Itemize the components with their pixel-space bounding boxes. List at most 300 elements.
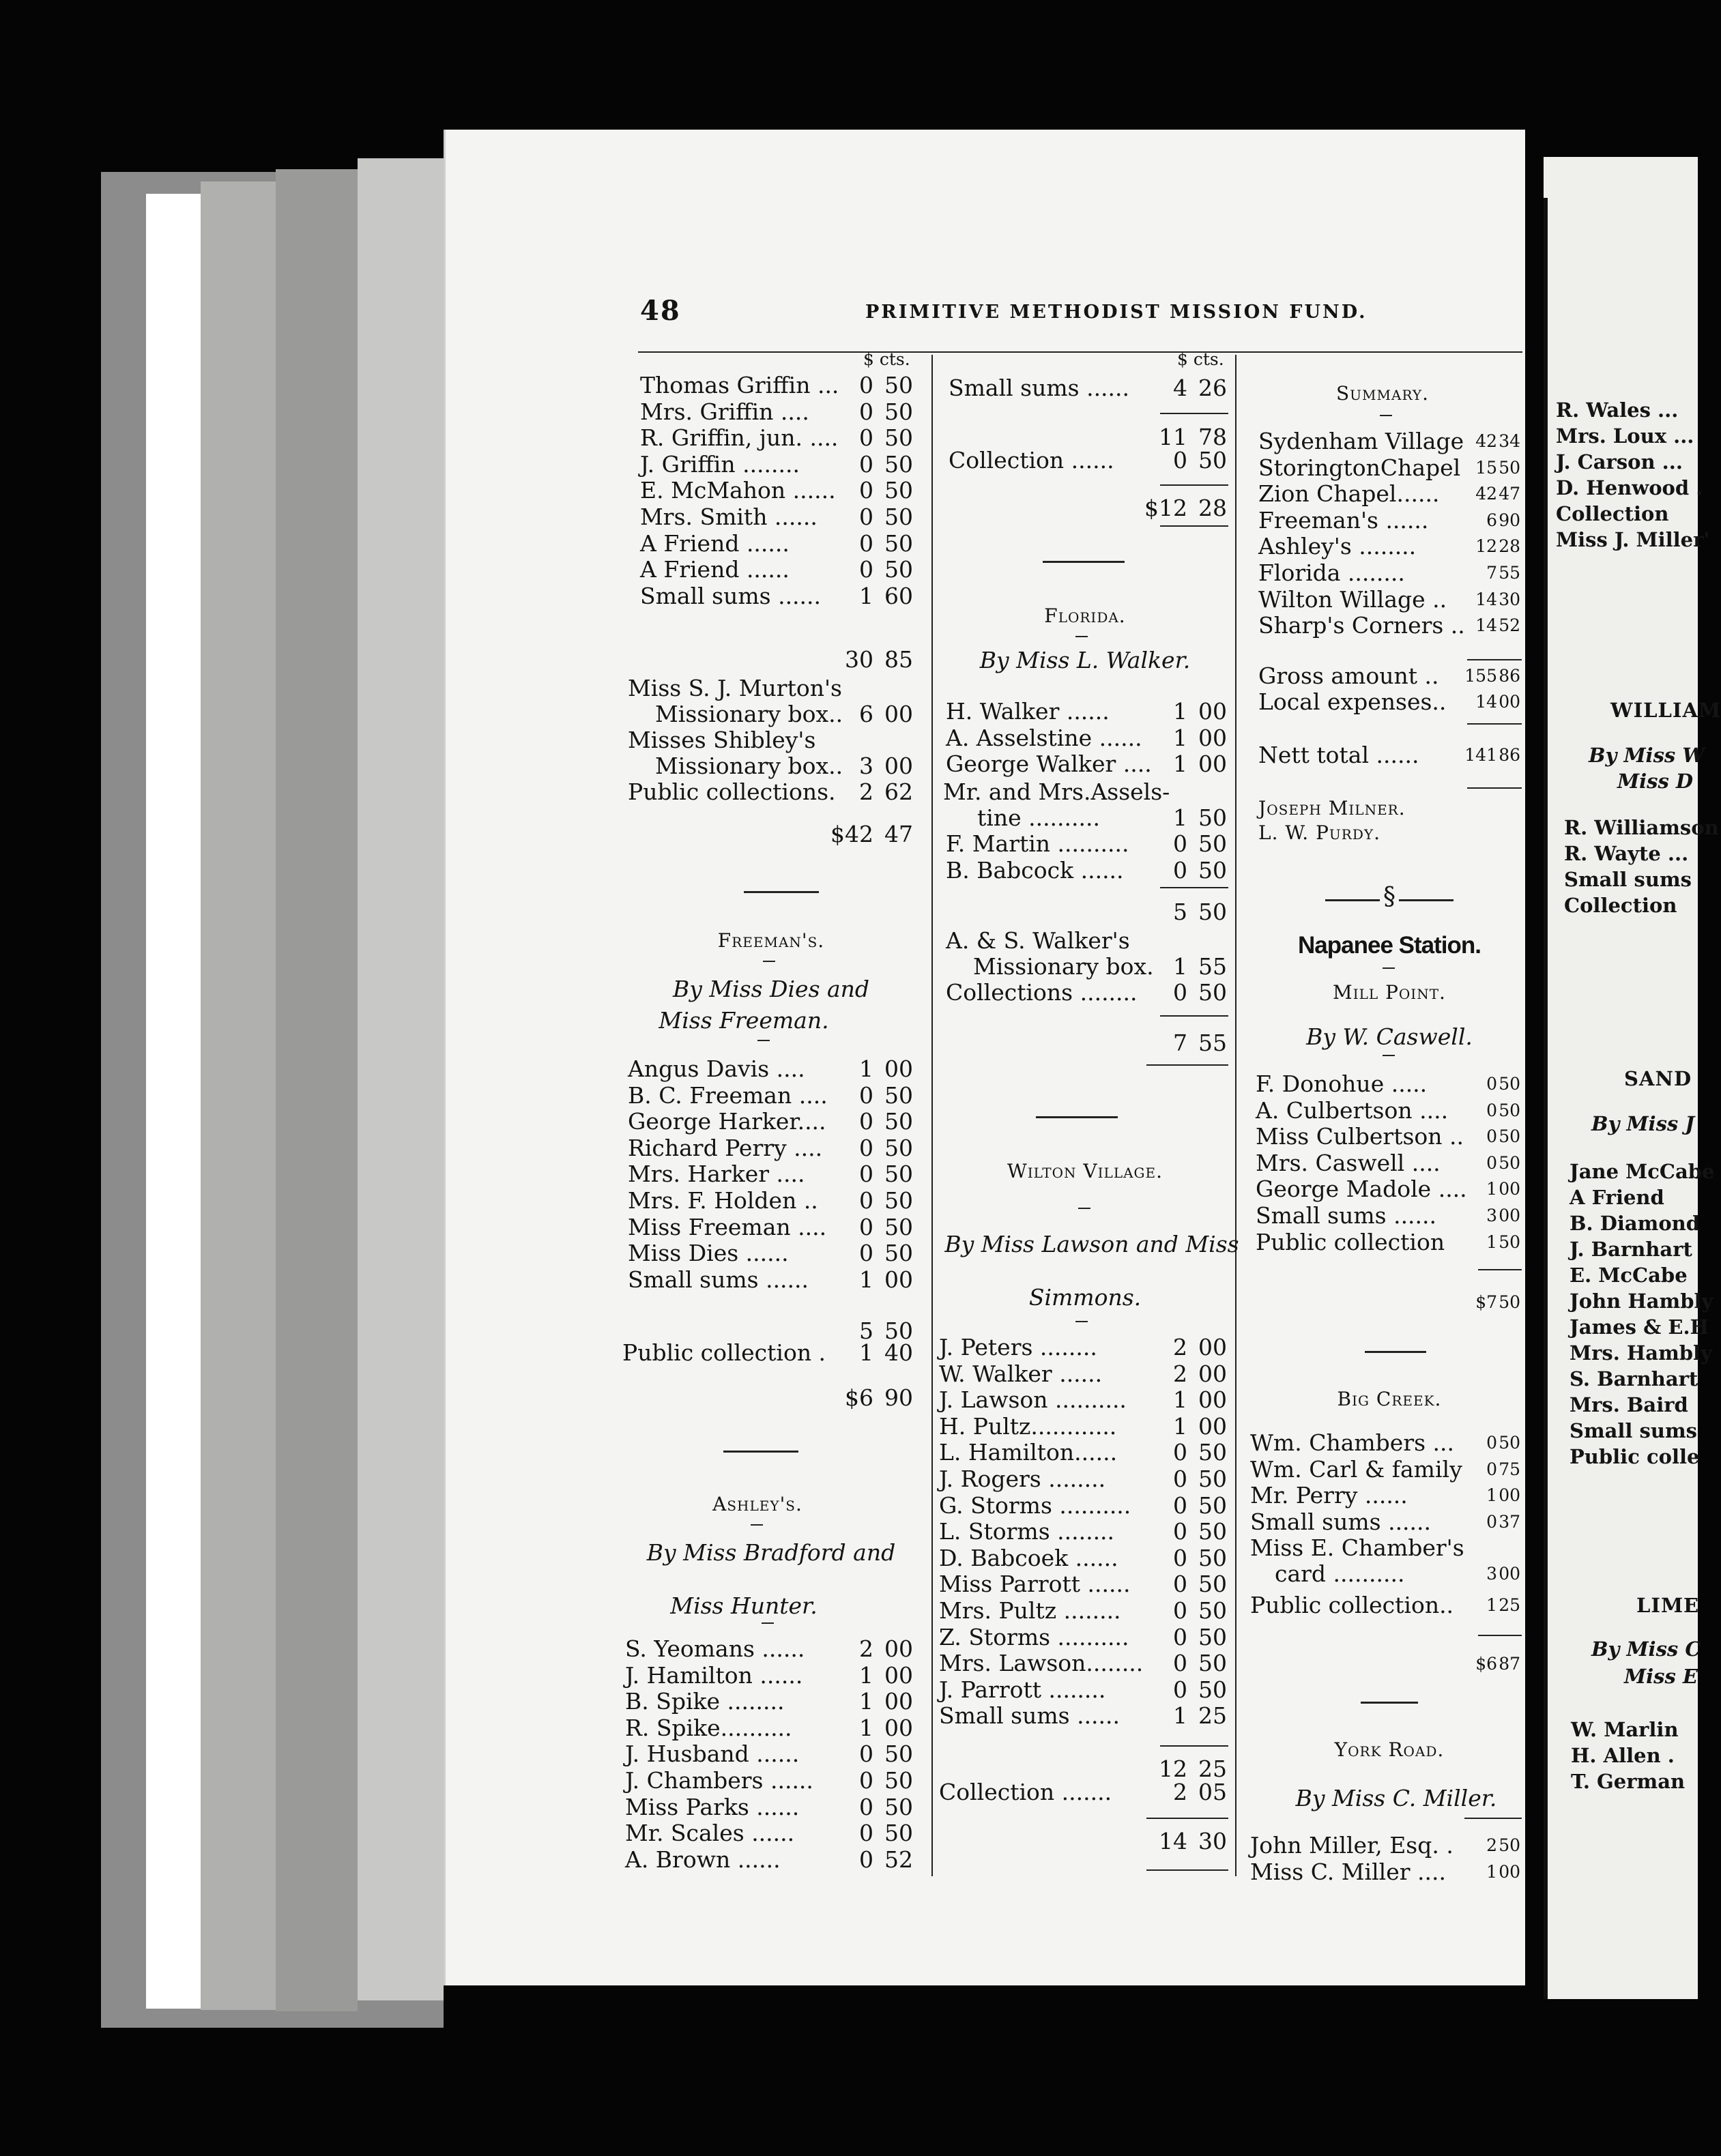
- donor-name: Wm. Chambers ...: [1250, 1429, 1454, 1456]
- donor-name: A Friend ......: [640, 529, 790, 557]
- donor-name: Miss Culbertson ..: [1256, 1123, 1464, 1150]
- donor-name: George Harker....: [628, 1108, 826, 1135]
- amount-dollars: 3: [1486, 1206, 1497, 1225]
- donor-name: J. Lawson ..........: [939, 1386, 1127, 1414]
- donor-name: Mrs. Smith ......: [640, 504, 818, 530]
- section-title: Mill Point.: [1333, 981, 1446, 1004]
- public-collections-row: Public collections. 2 62: [628, 778, 913, 805]
- donor-name: Wm. Carl & family: [1250, 1455, 1462, 1483]
- amount-cents: 50: [1499, 1232, 1520, 1252]
- amount-cents: 28: [1499, 536, 1520, 557]
- contribution-row: card .......... 3 00: [1275, 1560, 1520, 1587]
- amount-dollars: 1: [859, 582, 873, 609]
- section-divider: [1036, 1116, 1118, 1118]
- contribution-row: [628, 1056, 914, 1082]
- contribution-row: [939, 1386, 1228, 1414]
- amount-dollars: 0: [1173, 856, 1187, 884]
- contribution-row: [1246, 481, 1533, 507]
- facing-row: R. Wales ...: [1556, 398, 1679, 422]
- contribution-row: [939, 1702, 1228, 1730]
- collector-line: By Miss C. Miller.: [1295, 1785, 1497, 1811]
- currency-header: $ cts.: [863, 349, 910, 369]
- donor-name: Sydenham Village: [1258, 428, 1464, 454]
- donor-name: J. Rogers ........: [939, 1466, 1106, 1492]
- donor-name: Angus Davis ....: [628, 1055, 805, 1082]
- contribution-row: [939, 1597, 1228, 1624]
- facing-row: Small sums: [1564, 868, 1692, 891]
- section-divider: [1399, 899, 1454, 901]
- amount-dollars: 0: [859, 1793, 873, 1820]
- amount-dollars: 0: [1486, 1126, 1497, 1147]
- facing-row: J. Carson ...: [1556, 450, 1683, 474]
- contribution-row: [939, 1439, 1228, 1466]
- donor-name: A. Asselstine ......: [946, 724, 1142, 751]
- donor-name: Freeman's ......: [1258, 506, 1429, 534]
- facing-heading: SAND: [1624, 1067, 1692, 1090]
- amount-dollars: 1: [859, 1688, 873, 1715]
- collector-line: By Miss Lawson and Miss: [944, 1231, 1239, 1257]
- donor-name: B. Spike ........: [625, 1688, 785, 1715]
- amount-cents: 50: [884, 1187, 913, 1214]
- contribution-row: [625, 1688, 914, 1715]
- contribution-row: [939, 1518, 1228, 1545]
- amount-dollars: 0: [1173, 830, 1187, 857]
- amount-dollars: 1: [1486, 1485, 1497, 1506]
- public-collection-row: Public collection.. 1 25: [1250, 1592, 1520, 1618]
- section-title: York Road.: [1334, 1738, 1445, 1761]
- amount-cents: 60: [884, 582, 913, 609]
- column-rule: [931, 355, 933, 1876]
- donor-name: George Walker ....: [946, 751, 1152, 778]
- amount-cents: 00: [1499, 1206, 1520, 1225]
- section-title: Florida.: [1044, 604, 1126, 627]
- section-title: Big Creek.: [1337, 1388, 1442, 1410]
- collection-row: Collection ....... 2 05: [939, 1779, 1227, 1805]
- section-title: Summary.: [1336, 382, 1429, 405]
- contribution-row: [628, 1188, 914, 1214]
- donor-name: George Madole ....: [1256, 1176, 1467, 1203]
- donor-name: E. McMahon ......: [640, 477, 836, 504]
- amount-cents: 00: [1198, 724, 1227, 751]
- donor-name: Richard Perry ....: [628, 1134, 823, 1161]
- donor-name: F. Donohue .....: [1256, 1070, 1428, 1097]
- contribution-row: [939, 1623, 1228, 1650]
- amount-cents: 50: [884, 1820, 913, 1847]
- facing-row: John Hambly: [1570, 1290, 1713, 1313]
- amount-cents: 50: [1198, 1466, 1227, 1492]
- amount-dollars: 2: [1486, 1835, 1497, 1855]
- amount-cents: 50: [1499, 1433, 1520, 1453]
- amount-cents: 50: [884, 477, 913, 504]
- amount-dollars: 42: [1475, 431, 1497, 451]
- amount-cents: 00: [1198, 751, 1227, 778]
- box-line: Missionary box. 1 55: [973, 953, 1227, 980]
- amount-cents: 00: [884, 1688, 913, 1715]
- contribution-row: [625, 1635, 914, 1662]
- box-line: Miss S. J. Murton's: [628, 675, 842, 701]
- amount-cents: 50: [884, 1213, 913, 1240]
- amount-dollars: 0: [1173, 1650, 1187, 1677]
- contribution-row: [1246, 455, 1533, 481]
- donor-name: H. Walker ......: [946, 698, 1110, 725]
- donor-name: R. Griffin, jun. ....: [640, 424, 839, 452]
- amount-cents: 50: [884, 1134, 913, 1161]
- signature-line: L. W. Purdy.: [1258, 821, 1380, 844]
- amount-dollars: 1: [1173, 1412, 1187, 1440]
- donor-name: John Miller, Esq. .: [1250, 1832, 1454, 1859]
- box-line: A. & S. Walker's: [946, 927, 1130, 954]
- contribution-row: [1246, 428, 1533, 454]
- amount-cents: 00: [1198, 698, 1227, 725]
- page-edge-grey: [276, 169, 358, 2011]
- page-edge-white: [146, 194, 201, 2009]
- amount-dollars: 0: [859, 372, 873, 398]
- amount-dollars: 1: [1486, 1179, 1497, 1199]
- donor-name: Miss Parrott ......: [939, 1571, 1131, 1598]
- amount-dollars: 0: [1486, 1433, 1497, 1453]
- facing-collector: Miss D: [1617, 770, 1694, 793]
- amount-dollars: 0: [859, 1767, 873, 1794]
- contribution-row: [1246, 534, 1533, 559]
- amount-cents: 00: [1198, 1360, 1227, 1387]
- amount-dollars: 2: [859, 1635, 873, 1662]
- collector-line: By Miss Bradford and: [646, 1539, 896, 1566]
- contribution-row: [625, 1740, 914, 1768]
- amount-cents: 50: [1198, 1597, 1227, 1624]
- amount-cents: 50: [1499, 1152, 1520, 1173]
- amount-cents: 30: [1499, 589, 1520, 609]
- donor-name: F. Martin ..........: [946, 830, 1129, 857]
- donor-name: D. Babcoek ......: [939, 1544, 1118, 1571]
- section-divider: [1325, 899, 1380, 901]
- facing-row: James & E.H: [1570, 1315, 1709, 1339]
- amount-dollars: 0: [859, 398, 873, 425]
- amount-cents: 50: [884, 504, 913, 530]
- amount-cents: 50: [884, 1081, 913, 1109]
- donor-name: Small sums ......: [1256, 1202, 1437, 1229]
- section-divider: [723, 1451, 798, 1453]
- amount-dollars: 0: [859, 1240, 873, 1267]
- contribution-row: [942, 725, 1228, 751]
- amount-cents: 00: [1499, 1179, 1520, 1199]
- amount-cents: 25: [1198, 1702, 1227, 1730]
- amount-dollars: 0: [1173, 1491, 1187, 1519]
- amount-cents: 47: [1499, 484, 1520, 504]
- facing-row: R. Wayte ...: [1564, 842, 1689, 865]
- small-sums-row: Small sums ...... 4 26: [949, 375, 1227, 401]
- facing-row: H. Allen .: [1571, 1744, 1675, 1767]
- facing-collector: By Miss W: [1589, 744, 1705, 767]
- contribution-row: [1246, 587, 1533, 613]
- donor-name: G. Storms ..........: [939, 1491, 1131, 1519]
- amount-cents: 90: [1499, 510, 1520, 530]
- amount-dollars: 14: [1475, 589, 1497, 609]
- contribution-row: [1246, 1098, 1533, 1124]
- donor-name: Miss Freeman ....: [628, 1213, 827, 1240]
- amount-dollars: 0: [1173, 1676, 1187, 1703]
- station-title: Napanee Station.: [1298, 932, 1481, 959]
- contribution-row: [939, 1676, 1228, 1703]
- amount-cents: 50: [884, 1793, 913, 1820]
- donor-name: Ashley's ........: [1258, 533, 1417, 560]
- contribution-row: [1246, 1859, 1533, 1885]
- contribution-row: [628, 1214, 914, 1240]
- donor-name: Zion Chapel......: [1258, 480, 1440, 508]
- donor-name: A Friend ......: [640, 556, 790, 583]
- head-rule: [638, 351, 1522, 353]
- donor-name: S. Yeomans ......: [625, 1635, 805, 1662]
- contribution-row: [1246, 1071, 1533, 1097]
- donor-name: A. Brown ......: [625, 1846, 781, 1873]
- section-title: Wilton Village.: [1007, 1160, 1163, 1182]
- donor-name: Public collection: [1256, 1228, 1445, 1255]
- collector-line: By W. Caswell.: [1306, 1023, 1473, 1050]
- contribution-row: [625, 1714, 914, 1741]
- box-line: Misses Shibley's: [628, 727, 816, 753]
- donor-name: J. Hamilton ......: [625, 1661, 803, 1689]
- column-rule: [1235, 355, 1236, 1876]
- contribution-row: [625, 1793, 914, 1820]
- contribution-row: [628, 1161, 914, 1187]
- collector-line: Miss Freeman.: [659, 1007, 829, 1034]
- section-divider: [1043, 561, 1125, 563]
- amount-cents: 37: [1499, 1511, 1520, 1532]
- contribution-row: [628, 373, 914, 398]
- facing-collector: Miss E: [1624, 1665, 1698, 1688]
- donor-name: R. Spike..........: [625, 1714, 792, 1741]
- amount-cents: 50: [1499, 1074, 1520, 1094]
- contribution-row: tine .......... 1 50: [977, 804, 1227, 831]
- collection-row: Collection ...... 0 50: [949, 447, 1227, 474]
- local-expenses-row: Local expenses.. 14 00: [1258, 688, 1520, 715]
- amount-cents: 00: [884, 1714, 913, 1741]
- amount-cents: 50: [1499, 1126, 1520, 1147]
- amount-cents: 50: [884, 450, 913, 478]
- amount-cents: 50: [884, 1161, 913, 1188]
- contribution-row: [628, 399, 914, 425]
- contribution-row: [1246, 1509, 1533, 1535]
- facing-row: Miss J. Miller': [1556, 528, 1710, 551]
- donor-name: W. Walker ......: [939, 1360, 1103, 1387]
- amount-dollars: 0: [859, 1846, 873, 1873]
- amount-cents: 50: [1198, 1676, 1227, 1703]
- amount-cents: 50: [1198, 1571, 1227, 1598]
- contribution-row: [1246, 560, 1533, 586]
- donor-name: L. Hamilton......: [939, 1439, 1118, 1466]
- amount-cents: 50: [884, 1767, 913, 1794]
- contribution-row: [628, 425, 914, 451]
- contribution-row: [1246, 1124, 1533, 1150]
- donor-name: StoringtonChapel: [1258, 454, 1461, 481]
- running-title: PRIMITIVE METHODIST MISSION FUND.: [865, 302, 1368, 323]
- amount-dollars: 12: [1475, 536, 1497, 557]
- facing-heading: WILLIAM: [1610, 699, 1721, 722]
- amount-cents: 52: [884, 1846, 913, 1873]
- facing-row: A Friend: [1570, 1186, 1664, 1209]
- facing-row: Jane McCabe: [1570, 1160, 1715, 1183]
- contribution-row: [939, 1412, 1228, 1440]
- contribution-row: [939, 1571, 1228, 1598]
- amount-cents: 00: [884, 1055, 913, 1082]
- section-divider: [1365, 1351, 1426, 1353]
- donor-name: Mrs. Caswell ....: [1256, 1149, 1441, 1176]
- facing-row: Collection: [1556, 502, 1669, 525]
- facing-row: J. Barnhart: [1570, 1238, 1692, 1261]
- donor-name: Mrs. Harker ....: [628, 1161, 805, 1188]
- contribution-row: [1246, 1229, 1533, 1255]
- amount-dollars: 0: [859, 1187, 873, 1214]
- amount-dollars: 1: [1486, 1861, 1497, 1882]
- amount-dollars: 6: [1486, 510, 1497, 530]
- contribution-row: [1246, 1833, 1533, 1859]
- donor-name: Small sums ......: [628, 1266, 809, 1293]
- gross-amount-row: Gross amount .. 155 86: [1258, 662, 1520, 689]
- amount-dollars: 15: [1475, 457, 1497, 478]
- donor-name: B. Babcock ......: [946, 856, 1124, 884]
- facing-row: Mrs. Hambly: [1570, 1341, 1712, 1365]
- collector-line: Simmons.: [1028, 1284, 1142, 1311]
- facing-row: Public colle: [1570, 1445, 1700, 1468]
- amount-cents: 50: [1198, 1544, 1227, 1571]
- facing-row: B. Diamond: [1570, 1212, 1701, 1235]
- amount-dollars: 0: [859, 1213, 873, 1240]
- amount-cents: 00: [1198, 1334, 1227, 1360]
- contribution-row: [625, 1767, 914, 1794]
- amount-dollars: 0: [859, 1820, 873, 1847]
- contribution-row: [939, 1544, 1228, 1571]
- contribution-row: [942, 699, 1228, 725]
- contribution-row: [628, 1109, 914, 1135]
- facing-row: W. Marlin: [1571, 1718, 1679, 1741]
- facing-row: R. Williamson: [1564, 816, 1719, 839]
- amount-dollars: 0: [1173, 1518, 1187, 1545]
- amount-cents: 50: [884, 398, 913, 425]
- amount-cents: 50: [1499, 1100, 1520, 1120]
- amount-dollars: 0: [859, 450, 873, 478]
- contribution-row: [628, 583, 914, 609]
- page-number: 48: [640, 295, 681, 327]
- amount-cents: 00: [884, 1661, 913, 1689]
- amount-cents: 50: [1499, 1835, 1520, 1855]
- donor-name: Mr. Perry ......: [1250, 1482, 1408, 1509]
- contribution-row: [625, 1820, 914, 1847]
- contribution-row: [628, 557, 914, 583]
- donor-name: Wilton Willage ..: [1258, 585, 1447, 613]
- amount-cents: 55: [1499, 563, 1520, 583]
- amount-dollars: 0: [1173, 1439, 1187, 1466]
- contribution-row: [939, 1360, 1228, 1387]
- section-title: Freeman's.: [717, 929, 825, 952]
- donor-name: J. Chambers ......: [625, 1767, 813, 1794]
- amount-cents: 50: [884, 1108, 913, 1135]
- donor-name: J. Husband ......: [625, 1740, 800, 1768]
- amount-dollars: 0: [859, 504, 873, 530]
- amount-dollars: 1: [1173, 724, 1187, 751]
- page-edge-grey: [201, 181, 276, 2010]
- donor-name: Mrs. F. Holden ..: [628, 1187, 818, 1214]
- donor-name: B. C. Freeman ....: [628, 1081, 828, 1109]
- amount-dollars: 0: [859, 1134, 873, 1161]
- amount-dollars: 1: [1486, 1232, 1497, 1252]
- donor-name: Mrs. Lawson........: [939, 1650, 1144, 1677]
- facing-row: E. McCabe: [1570, 1264, 1688, 1287]
- facing-row: S. Barnhart: [1570, 1367, 1698, 1390]
- amount-cents: 00: [884, 1266, 913, 1293]
- amount-cents: 50: [884, 1740, 913, 1768]
- amount-dollars: 1: [1173, 1386, 1187, 1414]
- collector-line: By Miss Dies and: [672, 976, 870, 1002]
- box-line: Missionary box..: [655, 701, 843, 727]
- contribution-row: [1246, 1483, 1533, 1509]
- section-title: Ashley's.: [712, 1493, 802, 1515]
- contribution-row: [942, 858, 1228, 884]
- collector-line: Miss Hunter.: [670, 1592, 818, 1619]
- amount-cents: 50: [884, 529, 913, 557]
- contribution-row: [942, 751, 1228, 777]
- contribution-row: [628, 1267, 914, 1293]
- amount-dollars: 0: [1173, 1597, 1187, 1624]
- amount-cents: 00: [1198, 1386, 1227, 1414]
- signature-line: Joseph Milner.: [1258, 797, 1406, 819]
- page-edge-light: [358, 158, 444, 2000]
- facing-row: Collection: [1564, 894, 1677, 917]
- contribution-row: [628, 504, 914, 530]
- contribution-row: [628, 478, 914, 504]
- contribution-row: [628, 1083, 914, 1109]
- amount-cents: 00: [1499, 1861, 1520, 1882]
- donor-name: Small sums ......: [1250, 1508, 1432, 1535]
- amount-dollars: 1: [859, 1266, 873, 1293]
- amount-cents: 52: [1499, 615, 1520, 636]
- amount-dollars: 0: [1486, 1459, 1497, 1479]
- contribution-row: [628, 531, 914, 557]
- amount-cents: 34: [1499, 431, 1520, 451]
- amount-cents: 00: [1198, 1412, 1227, 1440]
- facing-collector: By Miss C: [1591, 1637, 1701, 1661]
- collector-line: By Miss L. Walker.: [979, 647, 1191, 673]
- box-line: Missionary box..: [655, 753, 843, 779]
- contribution-row: Miss E. Chamber's: [1250, 1534, 1464, 1561]
- amount-dollars: 14: [1475, 615, 1497, 636]
- donor-name: J. Griffin ........: [640, 450, 800, 478]
- contribution-row: [628, 452, 914, 478]
- contribution-row: [939, 1650, 1228, 1677]
- facing-row: Mrs. Baird: [1570, 1393, 1688, 1416]
- amount-cents: 50: [1198, 1623, 1227, 1650]
- facing-row: T. German: [1571, 1770, 1686, 1793]
- amount-dollars: 0: [1486, 1152, 1497, 1173]
- donor-name: H. Pultz............: [939, 1412, 1117, 1440]
- collections-row: Collections ........ 0 50: [946, 979, 1227, 1006]
- contribution-row: [625, 1846, 914, 1873]
- amount-cents: 50: [1198, 1650, 1227, 1677]
- contribution-row: [942, 831, 1228, 857]
- amount-dollars: 0: [1173, 1544, 1187, 1571]
- contribution-row: [1246, 1457, 1533, 1483]
- donor-name: L. Storms ........: [939, 1518, 1115, 1545]
- donor-name: Florida ........: [1258, 559, 1405, 586]
- amount-dollars: 1: [1173, 751, 1187, 778]
- donor-name: Miss C. Miller ....: [1250, 1858, 1446, 1885]
- amount-dollars: 2: [1173, 1334, 1187, 1360]
- amount-cents: 75: [1499, 1459, 1520, 1479]
- amount-dollars: 2: [1173, 1360, 1187, 1387]
- amount-dollars: 1: [859, 1661, 873, 1689]
- amount-dollars: 0: [1486, 1100, 1497, 1120]
- amount-dollars: 0: [1173, 1466, 1187, 1492]
- section-divider: [744, 891, 819, 893]
- amount-dollars: 42: [1475, 484, 1497, 504]
